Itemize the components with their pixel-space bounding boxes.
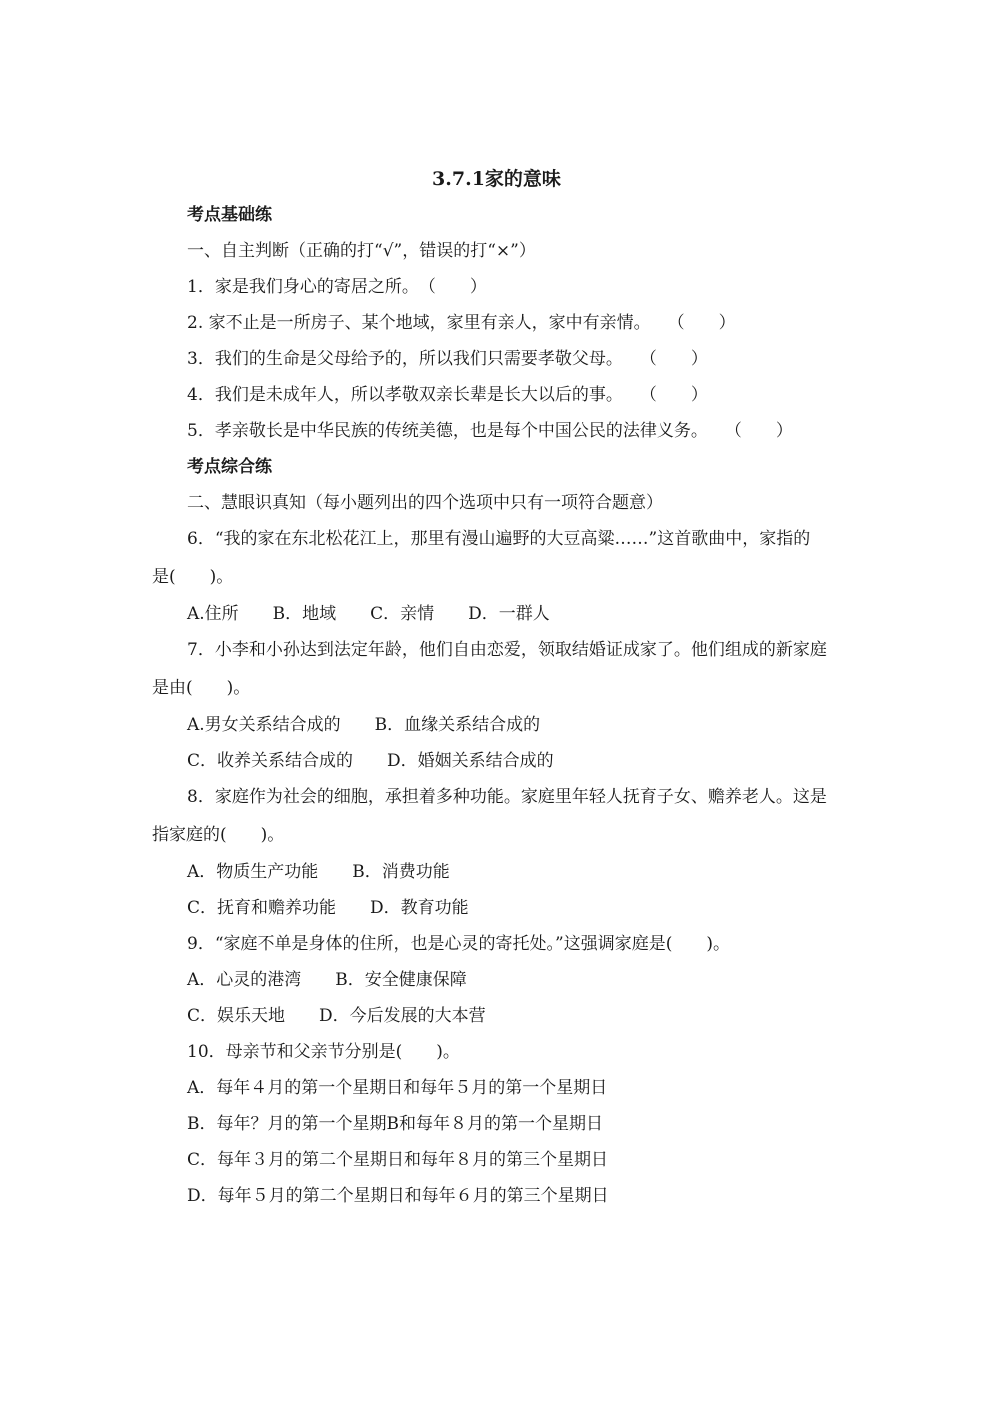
section-heading-comprehensive: 考点综合练: [187, 457, 272, 477]
question-3: 3．我们的生命是父母给予的，所以我们只需要孝敬父母。 （ ）: [187, 349, 708, 369]
question-7-options-ab: A.男女关系结合成的 B．血缘关系结合成的: [187, 715, 541, 735]
section-heading-basic: 考点基础练: [187, 205, 272, 225]
question-7-text: 7．小李和小孙达到法定年龄，他们自由恋爱，领取结婚证成家了。他们组成的新家庭: [187, 640, 827, 660]
question-8-options-ab: A．物质生产功能 B．消费功能: [187, 862, 450, 882]
question-7-text-cont: 是由( )。: [152, 678, 251, 698]
question-10-option-b: B．每年？月的第一个星期B和每年８月的第一个星期日: [187, 1114, 603, 1134]
question-9-text: 9．“家庭不单是身体的住所，也是心灵的寄托处。”这强调家庭是( )。: [187, 934, 730, 954]
question-5: 5．孝亲敬长是中华民族的传统美德，也是每个中国公民的法律义务。 （ ）: [187, 421, 793, 441]
section-subheading-choice: 二、慧眼识真知（每小题列出的四个选项中只有一项符合题意）: [187, 493, 663, 513]
question-10-option-d: D．每年５月的第二个星期日和每年６月的第三个星期日: [187, 1186, 609, 1206]
question-4: 4．我们是未成年人，所以孝敬双亲长辈是长大以后的事。 （ ）: [187, 385, 708, 405]
question-8-text-cont: 指家庭的( )。: [152, 825, 285, 845]
question-6-options: A.住所 B．地域 C．亲情 D．一群人: [187, 604, 550, 624]
question-9-options-ab: A．心灵的港湾 B．安全健康保障: [187, 970, 467, 990]
question-10-option-c: C．每年３月的第二个星期日和每年８月的第三个星期日: [187, 1150, 609, 1170]
question-2: 2. 家不止是一所房子、某个地域，家里有亲人，家中有亲情。 （ ）: [187, 313, 736, 333]
question-1: 1．家是我们身心的寄居之所。 （ ）: [187, 277, 487, 297]
page-title: 3.7.1家的意味: [432, 168, 561, 190]
question-9-options-cd: C．娱乐天地 D．今后发展的大本营: [187, 1006, 486, 1026]
question-6-text: 6．“我的家在东北松花江上，那里有漫山遍野的大豆高粱……”这首歌曲中，家指的: [187, 529, 811, 549]
question-10-text: 10．母亲节和父亲节分别是( )。: [187, 1042, 460, 1062]
question-8-options-cd: C．抚育和赡养功能 D．教育功能: [187, 898, 469, 918]
question-6-text-cont: 是( )。: [152, 567, 234, 587]
section-subheading-judge: 一、自主判断（正确的打“√”，错误的打“×”）: [187, 241, 536, 261]
question-7-options-cd: C．收养关系结合成的 D．婚姻关系结合成的: [187, 751, 554, 771]
question-8-text: 8．家庭作为社会的细胞，承担着多种功能。家庭里年轻人抚育子女、赡养老人。这是: [187, 787, 827, 807]
question-10-option-a: A．每年４月的第一个星期日和每年５月的第一个星期日: [187, 1078, 608, 1098]
